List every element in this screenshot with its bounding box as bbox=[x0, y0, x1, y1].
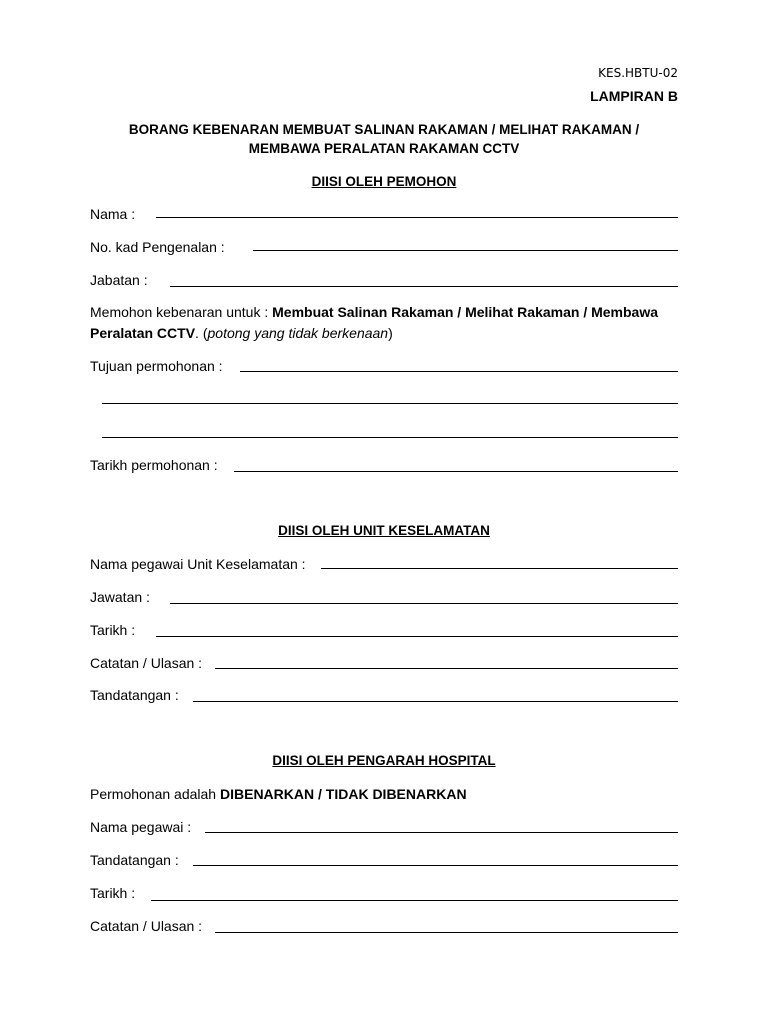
security-date-label: Tarikh : bbox=[90, 622, 136, 638]
request-prefix: Memohon kebenaran untuk : bbox=[90, 304, 273, 320]
decision-options: DIBENARKAN / TIDAK DIBENARKAN bbox=[220, 786, 467, 802]
security-remarks-label: Catatan / Ulasan : bbox=[90, 655, 203, 671]
ic-number-label: No. kad Pengenalan : bbox=[90, 239, 225, 255]
purpose-field-3[interactable] bbox=[102, 437, 678, 438]
security-signature-field[interactable] bbox=[193, 701, 678, 702]
request-options-a: Membuat Salinan Rakaman / Melihat Rakaman / Membawa bbox=[272, 304, 659, 320]
director-remarks-field[interactable] bbox=[215, 932, 678, 933]
director-section-heading: DIISI OLEH PENGARAH HOSPITAL bbox=[272, 753, 496, 768]
name-label: Nama : bbox=[90, 206, 136, 222]
purpose-field-2[interactable] bbox=[102, 403, 678, 404]
name-field[interactable] bbox=[156, 217, 678, 218]
application-date-label: Tarikh permohonan : bbox=[90, 457, 218, 473]
security-officer-label: Nama pegawai Unit Keselamatan : bbox=[90, 556, 306, 572]
purpose-label: Tujuan permohonan : bbox=[90, 358, 223, 374]
form-title-line-1: BORANG KEBENARAN MEMBUAT SALINAN RAKAMAN / MELIHAT RAKAMAN / bbox=[128, 122, 640, 137]
applicant-section-heading: DIISI OLEH PEMOHON bbox=[311, 174, 457, 189]
position-label: Jawatan : bbox=[90, 589, 150, 605]
position-field[interactable] bbox=[170, 603, 678, 604]
security-section-heading: DIISI OLEH UNIT KESELAMATAN bbox=[278, 523, 490, 538]
security-remarks-field[interactable] bbox=[215, 668, 678, 669]
ic-number-field[interactable] bbox=[253, 250, 678, 251]
request-close: ) bbox=[388, 325, 393, 341]
request-options-b: Peralatan CCTV bbox=[90, 325, 196, 341]
department-field[interactable] bbox=[170, 286, 678, 287]
request-suffix: . ( bbox=[195, 325, 208, 341]
director-remarks-label: Catatan / Ulasan : bbox=[90, 918, 203, 934]
department-label: Jabatan : bbox=[90, 272, 148, 288]
form-title-line-2: MEMBAWA PERALATAN RAKAMAN CCTV bbox=[248, 141, 520, 156]
form-code: KES.HBTU-02 bbox=[598, 66, 678, 80]
director-signature-field[interactable] bbox=[193, 865, 678, 866]
request-note: potong yang tidak berkenaan bbox=[207, 325, 389, 341]
director-date-field[interactable] bbox=[151, 900, 678, 901]
decision-statement bbox=[90, 786, 467, 802]
purpose-field-1[interactable] bbox=[240, 371, 678, 372]
director-signature-label: Tandatangan : bbox=[90, 852, 179, 868]
application-date-field[interactable] bbox=[234, 471, 678, 472]
security-date-field[interactable] bbox=[156, 636, 678, 637]
security-signature-label: Tandatangan : bbox=[90, 687, 179, 703]
request-statement bbox=[90, 302, 690, 344]
director-date-label: Tarikh : bbox=[90, 885, 136, 901]
appendix-label: LAMPIRAN B bbox=[590, 88, 678, 104]
director-officer-field[interactable] bbox=[205, 832, 678, 833]
director-officer-label: Nama pegawai : bbox=[90, 819, 192, 835]
decision-prefix: Permohonan adalah bbox=[90, 786, 220, 802]
security-officer-field[interactable] bbox=[321, 568, 678, 569]
